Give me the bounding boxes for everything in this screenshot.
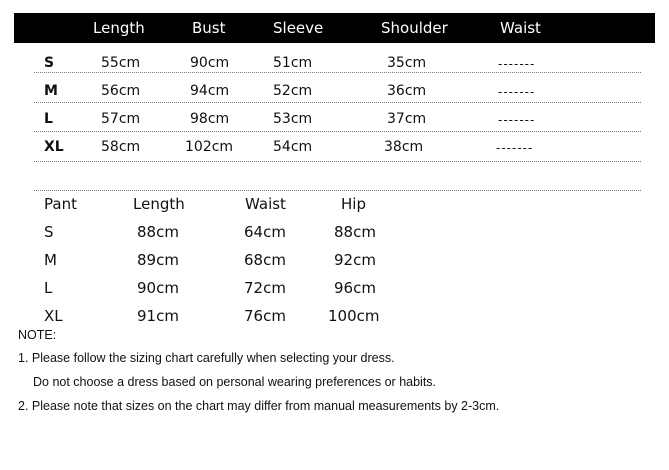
hip-value: 88cm	[334, 223, 376, 241]
bust-value: 102cm	[185, 139, 234, 155]
waist-value: -------	[498, 113, 536, 127]
waist-value: 76cm	[244, 307, 286, 325]
row-divider	[34, 190, 641, 191]
header-waist: Waist	[500, 19, 541, 37]
length-value: 57cm	[101, 111, 141, 127]
length-value: 55cm	[101, 55, 141, 71]
sleeve-value: 54cm	[273, 139, 313, 155]
waist-value: 68cm	[244, 251, 286, 269]
waist-value: 64cm	[244, 223, 286, 241]
note-line-1b: Do not choose a dress based on personal wearing preferences or habits.	[33, 375, 437, 389]
pant-header-label: Pant	[44, 195, 77, 213]
size-label: S	[44, 223, 54, 241]
shoulder-value: 38cm	[384, 139, 424, 155]
header-sleeve: Sleeve	[273, 19, 324, 37]
size-label: XL	[44, 139, 64, 155]
bust-value: 98cm	[190, 111, 230, 127]
note-line-2: 2. Please note that sizes on the chart may differ from manual measurements by 2-3cm.	[18, 399, 500, 413]
hip-value: 100cm	[328, 307, 380, 325]
bust-value: 94cm	[190, 83, 230, 99]
size-table-header-bar	[14, 13, 655, 43]
shoulder-value: 37cm	[387, 111, 427, 127]
bust-value: 90cm	[190, 55, 230, 71]
size-label: L	[44, 111, 53, 127]
size-label: L	[44, 279, 53, 297]
note-line-1: 1. Please follow the sizing chart carefully when selecting your dress.	[18, 351, 395, 365]
sleeve-value: 51cm	[273, 55, 313, 71]
length-value: 89cm	[137, 251, 179, 269]
pant-header-hip: Hip	[341, 195, 366, 213]
pant-header-waist: Waist	[245, 195, 286, 213]
row-divider	[34, 72, 641, 73]
row-divider	[34, 161, 641, 162]
pant-header-length: Length	[133, 195, 185, 213]
size-label: XL	[44, 307, 63, 325]
waist-value: -------	[498, 85, 536, 99]
size-label: M	[44, 83, 58, 99]
shoulder-value: 36cm	[387, 83, 427, 99]
size-label: S	[44, 55, 55, 71]
header-shoulder: Shoulder	[381, 19, 448, 37]
sleeve-value: 52cm	[273, 83, 313, 99]
shoulder-value: 35cm	[387, 55, 427, 71]
length-value: 90cm	[137, 279, 179, 297]
length-value: 56cm	[101, 83, 141, 99]
header-length: Length	[93, 19, 145, 37]
length-value: 88cm	[137, 223, 179, 241]
note-title: NOTE:	[18, 328, 57, 342]
row-divider	[34, 131, 641, 132]
row-divider	[34, 102, 641, 103]
waist-value: 72cm	[244, 279, 286, 297]
waist-value: -------	[496, 141, 534, 155]
length-value: 91cm	[137, 307, 179, 325]
hip-value: 92cm	[334, 251, 376, 269]
hip-value: 96cm	[334, 279, 376, 297]
waist-value: -------	[498, 57, 536, 71]
header-bust: Bust	[192, 19, 226, 37]
length-value: 58cm	[101, 139, 141, 155]
size-label: M	[44, 251, 57, 269]
sleeve-value: 53cm	[273, 111, 313, 127]
